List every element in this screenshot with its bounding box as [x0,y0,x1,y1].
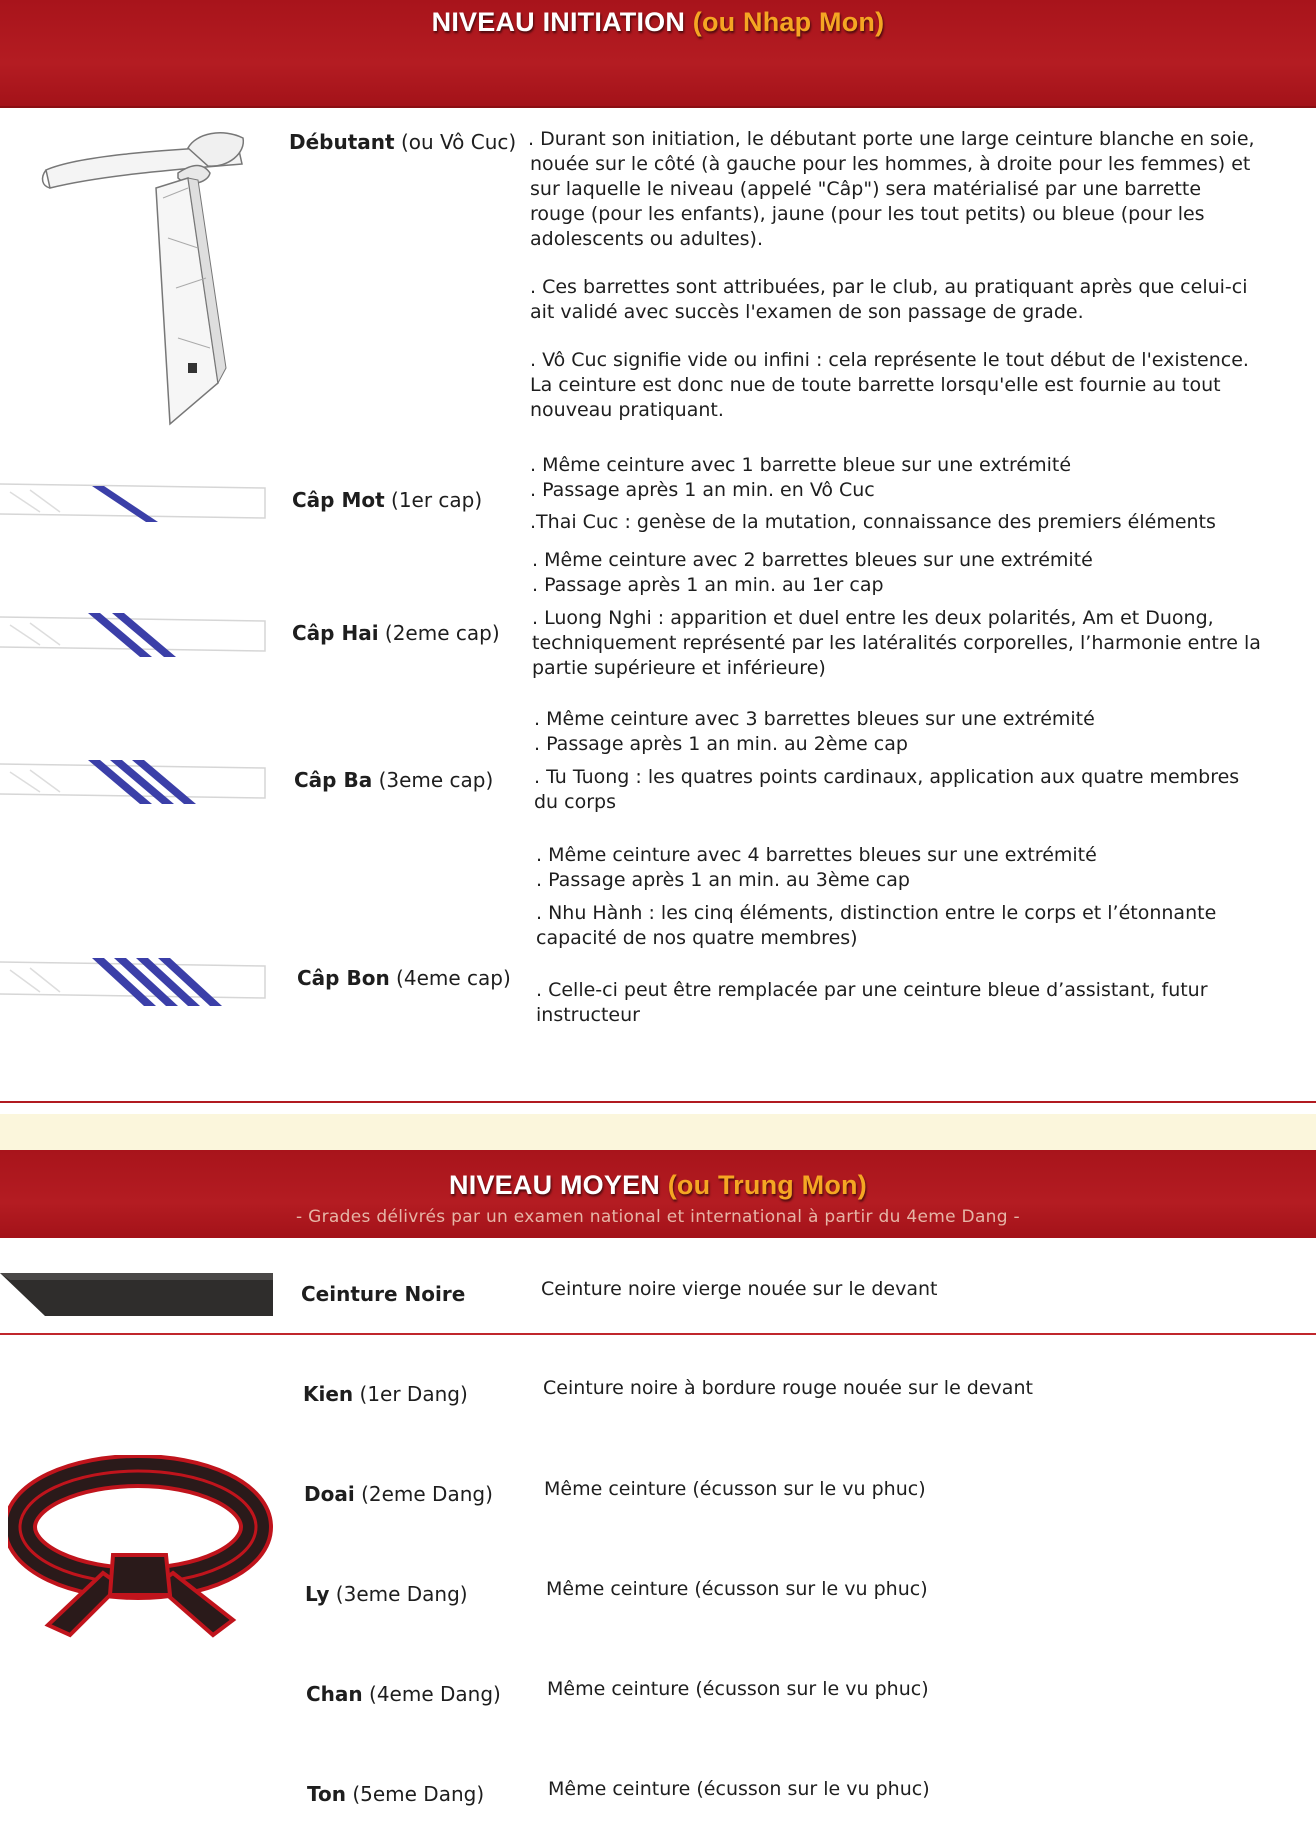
grade-cap-mot-label [292,488,482,512]
grade-note: (3eme Dang) [335,1582,468,1606]
text-line: rouge (pour les enfants), jaune (pour les tout petits) ou bleue (pour les [530,203,1205,225]
section-divider-band [0,1114,1316,1150]
grade-name: Ceinture Noire [301,1282,466,1306]
grade-kien-label [303,1382,468,1406]
text-line: . Même ceinture avec 3 barrettes bleues sur une extrémité [534,708,1095,730]
text-line: . Passage après 1 an min. en Vô Cuc [530,479,875,501]
text-line: . Passage après 1 an min. au 1er cap [532,574,884,596]
grade-chan-label [306,1682,501,1706]
grade-cap-ba-text [534,707,1239,815]
text-line: sur laquelle le niveau (appelé "Câp") sera matérialisé par une barrette [530,178,1202,200]
grade-note: (4eme cap) [396,966,511,990]
text-line: . Ces barrettes sont attribuées, par le club, au pratiquant après que celui-ci [530,276,1248,298]
section-title-text: NIVEAU INITIATION [431,7,686,37]
text-line: partie supérieure et inférieure) [532,657,826,679]
black-belt-bar-illustration [0,1268,275,1318]
grade-note: (1er cap) [391,488,483,512]
text-line: . Tu Tuong : les quatres points cardinaux, application aux quatre membres [534,766,1240,788]
text-line: . Celle-ci peut être remplacée par une ceinture bleue d’assistant, futur [536,979,1208,1001]
grade-cap-bon-text [536,843,1216,1028]
text-line: . Durant son initiation, le débutant porte une large ceinture blanche en soie, [528,128,1255,150]
grade-name: Débutant [289,130,395,154]
section-title-text: NIVEAU MOYEN [449,1170,660,1200]
section-title-accent: (ou Nhap Mon) [692,7,885,37]
white-belt-illustration [38,128,253,428]
section-title-accent: (ou Trung Mon) [667,1170,867,1200]
grade-kien-desc: Ceinture noire à bordure rouge nouée sur le devant [543,1377,1033,1399]
grade-debutant-text [530,127,1255,423]
text-line: nouveau pratiquant. [530,399,724,421]
text-line: .Thai Cuc : genèse de la mutation, connaissance des premiers éléments [530,511,1216,533]
grade-name: Kien [303,1382,354,1406]
grade-ton-desc: Même ceinture (écusson sur le vu phuc) [548,1778,930,1800]
grade-cap-hai-text [532,548,1261,681]
grade-note: (1er Dang) [359,1382,468,1406]
grade-name: Doai [304,1482,355,1506]
section-moyen-subtitle: - Grades délivrés par un examen national et international à partir du 4eme Dang - [296,1207,1020,1227]
grade-note: (5eme Dang) [352,1782,485,1806]
belt-3-stripes-illustration [0,752,270,812]
text-line: capacité de nos quatre membres) [536,927,858,949]
text-line: . Même ceinture avec 2 barrettes bleues sur une extrémité [532,549,1093,571]
text-line: instructeur [536,1004,640,1026]
row-divider-line [0,1333,1316,1335]
text-line: nouée sur le côté (à gauche pour les hommes, à droite pour les femmes) et [530,153,1251,175]
grade-debutant-label [289,130,516,154]
section-divider-line [0,1101,1316,1103]
grade-note: (2eme Dang) [361,1482,493,1506]
grade-name: Câp Bon [297,966,390,990]
grade-name: Chan [306,1682,363,1706]
text-line: . Nhu Hành : les cinq éléments, distinction entre le corps et l’étonnante [536,902,1217,924]
grade-note: (3eme cap) [378,768,494,792]
section-moyen-banner [0,1150,1316,1238]
grade-note: (ou Vô Cuc) [400,130,517,154]
text-line: La ceinture est donc nue de toute barrette lorsqu'elle est fournie au tout [530,374,1221,396]
grade-ton-label [307,1782,484,1806]
black-red-belt-illustration [8,1455,276,1641]
section-initiation-banner [0,0,1316,108]
grade-cap-mot-text [530,453,1216,535]
belt-1-stripe-illustration [0,472,270,532]
grade-ly-label [305,1582,468,1606]
text-line: . Vô Cuc signifie vide ou infini : cela représente le tout début de l'existence. [530,349,1249,371]
grade-ceinture-noire-desc: Ceinture noire vierge nouée sur le devant [541,1278,938,1300]
grade-name: Câp Hai [292,621,379,645]
grade-cap-hai-label [292,621,500,645]
grade-note: (4eme Dang) [369,1682,501,1706]
grade-cap-bon-label [297,966,511,990]
section-initiation-title [0,0,1316,38]
grade-name: Câp Ba [294,768,373,792]
grade-ly-desc: Même ceinture (écusson sur le vu phuc) [546,1578,928,1600]
belt-2-stripes-illustration [0,605,270,665]
text-line: . Luong Nghi : apparition et duel entre les deux polarités, Am et Duong, [532,607,1214,629]
text-line: techniquement représenté par les latéralités corporelles, l’harmonie entre la [532,632,1261,654]
text-line: adolescents ou adultes). [530,228,763,250]
grade-cap-ba-label [294,768,493,792]
text-line: . Même ceinture avec 4 barrettes bleues sur une extrémité [536,844,1097,866]
belt-4-stripes-illustration [0,952,270,1012]
grade-name: Câp Mot [292,488,385,512]
grade-name: Ton [307,1782,346,1806]
text-line: . Passage après 1 an min. au 2ème cap [534,733,908,755]
grade-note: (2eme cap) [384,621,500,645]
text-line: . Passage après 1 an min. au 3ème cap [536,869,910,891]
grade-chan-desc: Même ceinture (écusson sur le vu phuc) [547,1678,929,1700]
text-line: . Même ceinture avec 1 barrette bleue sur une extrémité [530,454,1072,476]
grade-doai-label [304,1482,493,1506]
grade-ceinture-noire-label [301,1282,465,1306]
section-moyen-title [0,1150,1316,1201]
text-line: du corps [534,791,616,813]
text-line: ait validé avec succès l'examen de son passage de grade. [530,301,1084,323]
grade-name: Ly [305,1582,330,1606]
grade-doai-desc: Même ceinture (écusson sur le vu phuc) [544,1478,926,1500]
